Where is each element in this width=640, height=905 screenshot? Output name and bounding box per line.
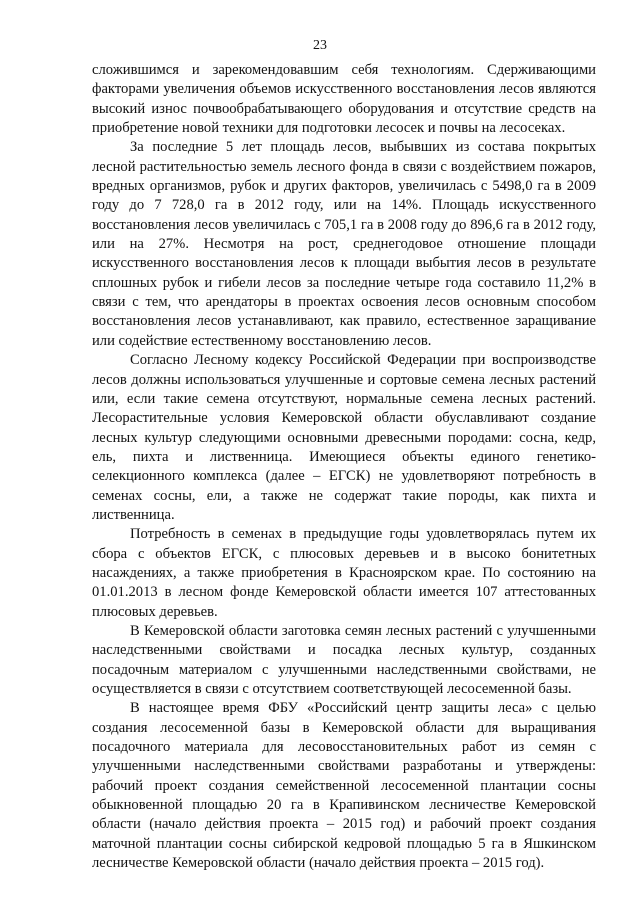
document-body: [92, 61, 596, 873]
paragraph-continuation: сложившимся и зарекомендовавшим себя технологиям. Сдерживающими факторами увеличения объемов искусственного восстановления лесов являются высокий износ почвообрабатывающего оборудования и отсутствие средств на приобретение новой техники для подготовки лесосек и почвы на лесосеках.: [92, 62, 596, 137]
paragraph-forest-area-statistics: За последние 5 лет площадь лесов, выбывших из состава покрытых лесной растительностью земель лесного фонда в связи с воздействием пожаров, вредных организмов, рубок и других факторов, увеличилась с 5498,0 га в 2009 году до 7 728,0 га в 2012 году, или на 14%. Площадь искусственного восстановления лесов увеличилась с 705,1 га в 2008 году до 896,6 га в 2012 году, или на 27%. Несмотря на рост, среднегодовое отношение площади искусственного восстановления лесов к площади выбытия лесов в результате сплошных рубок и гибели лесов за последние четыре года составило 11,2% в связи с тем, что арендаторы в проектах освоения лесов основным способом восстановления лесов устанавливают, как правило, естественное заращивание или содействие естественному восстановлению лесов.: [92, 139, 596, 349]
paragraph-seed-demand: Потребность в семенах в предыдущие годы удовлетворялась путем их сбора с объектов ЕГСК, с плюсовых деревьев и в высоко бонитетных насаждениях, а также приобретения в Красноярском крае. По состоянию на 01.01.2013 в лесном фонде Кемеровской области имеется 107 аттестованных плюсовых деревьев.: [92, 526, 596, 620]
paragraph-seed-base-projects: В настоящее время ФБУ «Российский центр защиты леса» с целью создания лесосеменной базы в Кемеровской области для выращивания посадочного материала для лесовосстановительных работ из семян с улучшенными наследственными свойствами разработаны и утверждены: рабочий проект создания семейственной лесосеменной плантации сосны обыкновенной площадью 20 га в Крапивинском лесничестве Кемеровской области (начало действия проекта – 2015 год) и рабочий проект создания маточной плантации сосны сибирской кедровой площадью 5 га в Яшкинском лесничестве Кемеровской области (начало действия проекта – 2015 год).: [92, 700, 596, 872]
paragraph-forest-code-seeds: Согласно Лесному кодексу Российской Федерации при воспроизводстве лесов должны использоваться улучшенные и сортовые семена лесных растений или, если такие семена отсутствуют, нормальные семена лесных растений. Лесорастительные условия Кемеровской области обуславливают создание лесных культур следующими основными древесными породами: сосна, кедр, ель, пихта и лиственница. Имеющиеся объекты единого генетико-селекционного комплекса (далее – ЕГСК) не удовлетворяют потребность в семенах сосны, ели, а также не содержат такие породы, как пихта и лиственница.: [92, 352, 596, 523]
page-number: 23: [313, 38, 327, 53]
paragraph-seed-harvesting: В Кемеровской области заготовка семян лесных растений с улучшенными наследственными свойствами и посадка лесных культур, созданных посадочным материалом с улучшенными наследственными свойствами, не осуществляется в связи с отсутствием соответствующей лесосеменной базы.: [92, 622, 596, 697]
